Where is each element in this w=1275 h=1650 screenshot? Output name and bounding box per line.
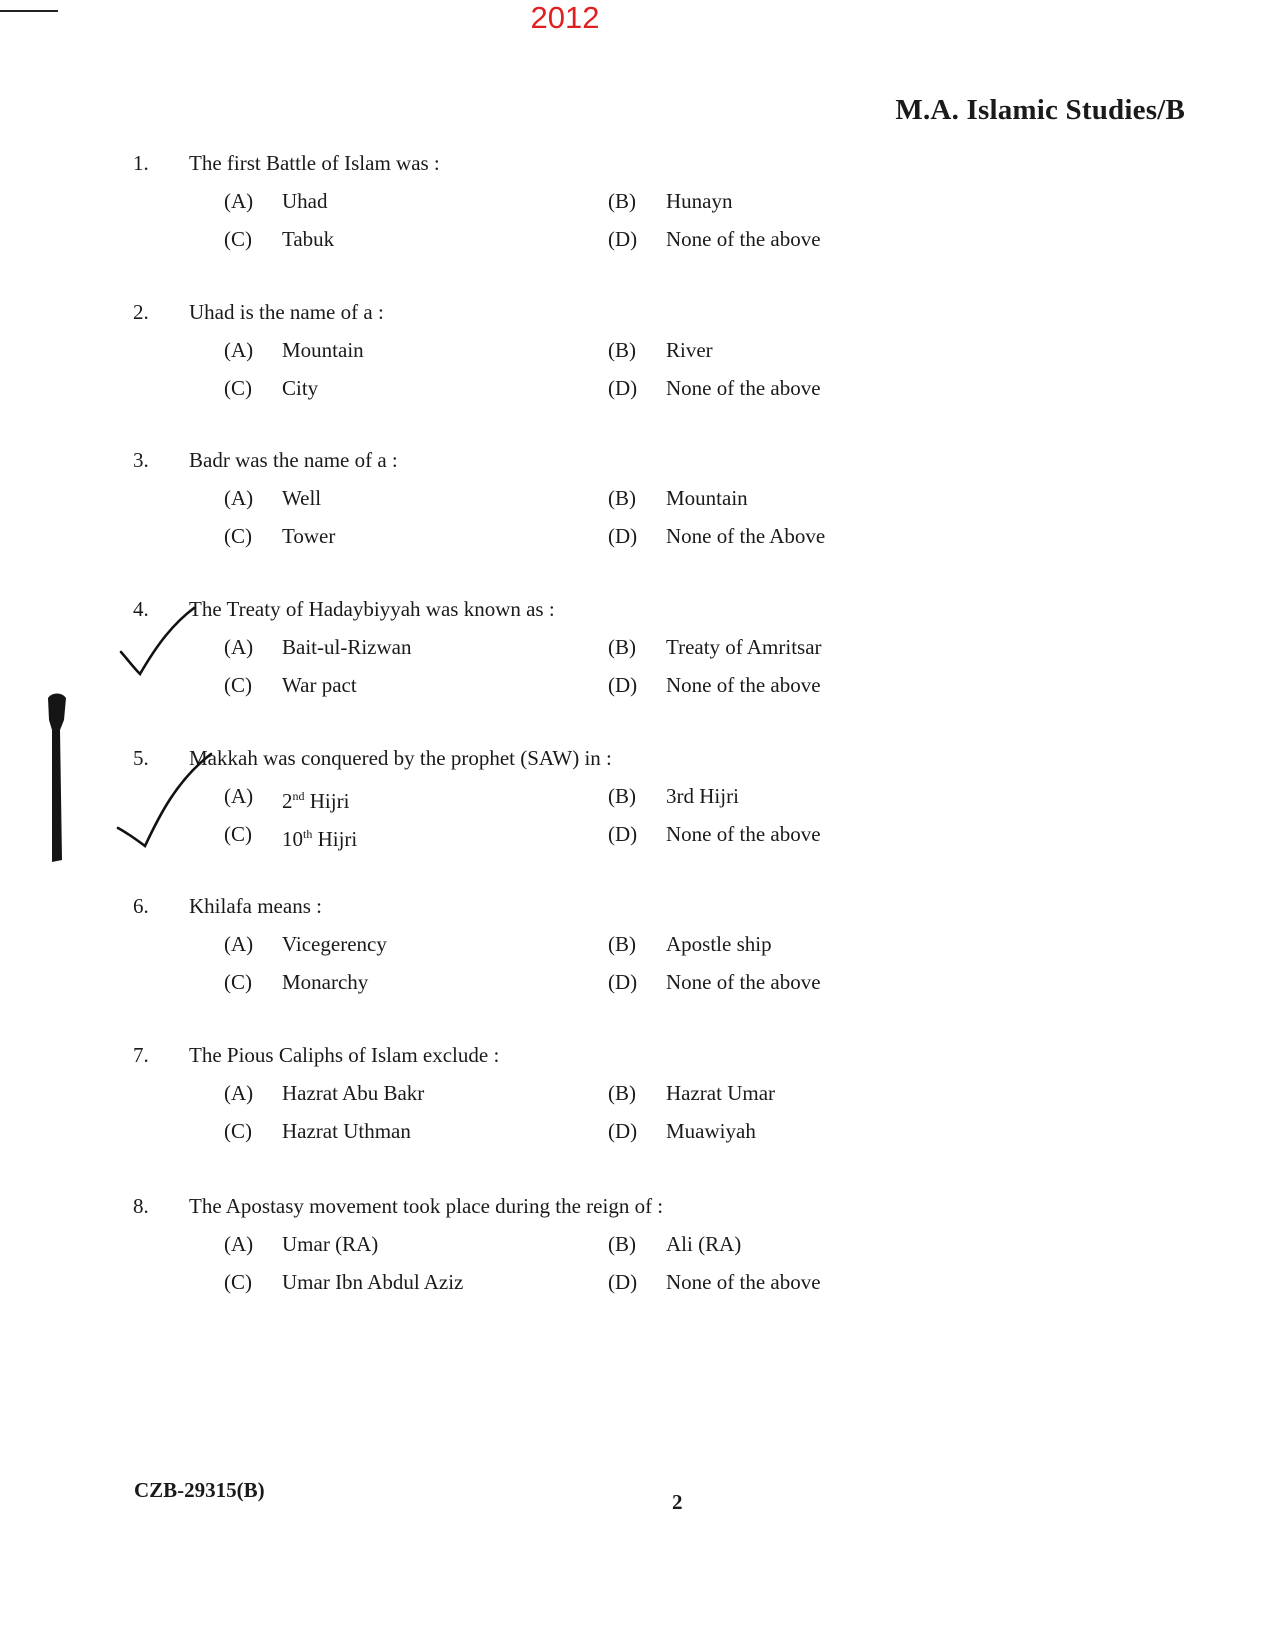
paper-code: CZB-29315(B) (134, 1478, 265, 1502)
option-text: None of the above (666, 1270, 821, 1294)
option-d (608, 375, 928, 401)
option-letter: (C) (224, 970, 252, 994)
option-text: None of the above (666, 376, 821, 400)
year-stamp: 2012 (530, 0, 600, 35)
question-number: 3. (133, 448, 149, 472)
question-text: The Pious Caliphs of Islam exclude : (189, 1043, 500, 1067)
option-text: Ali (RA) (666, 1232, 742, 1256)
option-text-sup: nd (292, 789, 305, 803)
option-b (608, 1231, 928, 1257)
option-text (282, 821, 357, 852)
option-letter: (D) (608, 227, 638, 251)
option-letter: (B) (608, 635, 636, 659)
option-text: Monarchy (282, 970, 369, 994)
option-text: Umar Ibn Abdul Aziz (282, 1270, 464, 1294)
option-text-main: 10 (282, 827, 303, 851)
margin-binding-mark (42, 690, 72, 870)
option-text: Hazrat Umar (666, 1081, 776, 1105)
option-c (224, 1269, 544, 1295)
option-letter: (C) (224, 1270, 252, 1294)
option-c (224, 969, 544, 995)
option-letter: (B) (608, 784, 636, 808)
option-letter: (D) (608, 376, 638, 400)
question-text: Khilafa means : (189, 894, 322, 918)
option-c (224, 1118, 544, 1144)
option-letter: (A) (224, 1232, 254, 1256)
question-number: 2. (133, 300, 149, 324)
option-a (224, 783, 544, 813)
option-c (224, 226, 544, 252)
exam-title: M.A. Islamic Studies/B (895, 94, 1185, 126)
option-c (224, 672, 544, 698)
option-text: City (282, 376, 319, 400)
question-3 (0, 447, 1275, 577)
option-text-sup: th (303, 827, 313, 841)
option-text: Uhad (282, 189, 328, 213)
option-letter: (D) (608, 822, 638, 846)
option-b (608, 1080, 928, 1106)
option-letter: (B) (608, 486, 636, 510)
option-a (224, 337, 544, 363)
question-text: The Treaty of Hadaybiyyah was known as : (189, 597, 555, 621)
option-d (608, 969, 928, 995)
question-number: 1. (133, 151, 149, 175)
option-text: None of the above (666, 822, 821, 846)
option-d (608, 672, 928, 698)
option-text: None of the above (666, 227, 821, 251)
option-letter: (A) (224, 189, 254, 213)
option-letter: (C) (224, 673, 252, 697)
option-letter: (B) (608, 932, 636, 956)
option-c (224, 821, 544, 851)
option-b (608, 337, 928, 363)
question-6 (0, 893, 1275, 1023)
option-text: Tabuk (282, 227, 335, 251)
option-text: None of the above (666, 970, 821, 994)
option-a (224, 485, 544, 511)
question-text: Badr was the name of a : (189, 448, 398, 472)
option-letter: (A) (224, 784, 254, 808)
option-d (608, 1118, 928, 1144)
page-number: 2 (672, 1490, 683, 1514)
option-b (608, 634, 928, 660)
question-1 (0, 150, 1275, 280)
tick-mark-q5 (115, 752, 225, 852)
option-text: Tower (282, 524, 336, 548)
option-letter: (D) (608, 524, 638, 548)
question-2 (0, 299, 1275, 429)
option-letter: (B) (608, 1232, 636, 1256)
tick-mark-q4 (118, 606, 208, 686)
option-text: Umar (RA) (282, 1232, 379, 1256)
option-letter: (A) (224, 932, 254, 956)
option-b (608, 783, 928, 809)
question-number: 4. (133, 597, 149, 621)
option-a (224, 931, 544, 957)
option-text: Well (282, 486, 322, 510)
option-letter: (B) (608, 338, 636, 362)
question-number: 6. (133, 894, 149, 918)
option-a (224, 188, 544, 214)
option-letter: (D) (608, 970, 638, 994)
option-letter: (B) (608, 189, 636, 213)
option-text: Mountain (282, 338, 364, 362)
option-letter: (C) (224, 376, 252, 400)
question-text: Makkah was conquered by the prophet (SAW) in : (189, 746, 612, 770)
option-c (224, 375, 544, 401)
option-letter: (A) (224, 338, 254, 362)
option-a (224, 1080, 544, 1106)
option-letter: (A) (224, 486, 254, 510)
option-b (608, 485, 928, 511)
option-letter: (C) (224, 227, 252, 251)
question-7 (0, 1042, 1275, 1172)
option-letter: (A) (224, 635, 254, 659)
option-letter: (D) (608, 1270, 638, 1294)
option-d (608, 226, 928, 252)
option-text-main: 2 (282, 789, 293, 813)
option-a (224, 634, 544, 660)
question-8 (0, 1193, 1275, 1323)
option-text (282, 783, 349, 814)
option-a (224, 1231, 544, 1257)
question-number: 7. (133, 1043, 149, 1067)
question-text: Uhad is the name of a : (189, 300, 384, 324)
option-text: Vicegerency (282, 932, 387, 956)
option-text: Bait-ul-Rizwan (282, 635, 412, 659)
option-text: Muawiyah (666, 1119, 756, 1143)
option-text-tail: Hijri (312, 827, 358, 851)
option-text: Apostle ship (666, 932, 772, 956)
option-b (608, 188, 928, 214)
option-letter: (A) (224, 1081, 254, 1105)
option-text: Hunayn (666, 189, 733, 213)
option-text: 3rd Hijri (666, 784, 739, 808)
option-text-tail: Hijri (304, 789, 350, 813)
option-text: River (666, 338, 713, 362)
option-d (608, 1269, 928, 1295)
option-letter: (D) (608, 673, 638, 697)
option-letter: (D) (608, 1119, 638, 1143)
question-number: 5. (133, 746, 149, 770)
option-text: Treaty of Amritsar (666, 635, 822, 659)
question-text: The first Battle of Islam was : (189, 151, 440, 175)
option-text: None of the above (666, 673, 821, 697)
option-letter: (C) (224, 1119, 252, 1143)
option-text: Hazrat Uthman (282, 1119, 411, 1143)
option-letter: (B) (608, 1081, 636, 1105)
option-d (608, 821, 928, 847)
option-text: War pact (282, 673, 357, 697)
question-text: The Apostasy movement took place during the reign of : (189, 1194, 664, 1218)
option-text: Hazrat Abu Bakr (282, 1081, 425, 1105)
option-b (608, 931, 928, 957)
option-text: None of the Above (666, 524, 826, 548)
option-c (224, 523, 544, 549)
option-d (608, 523, 928, 549)
question-number: 8. (133, 1194, 149, 1218)
option-letter: (C) (224, 822, 252, 846)
option-text: Mountain (666, 486, 748, 510)
option-letter: (C) (224, 524, 252, 548)
